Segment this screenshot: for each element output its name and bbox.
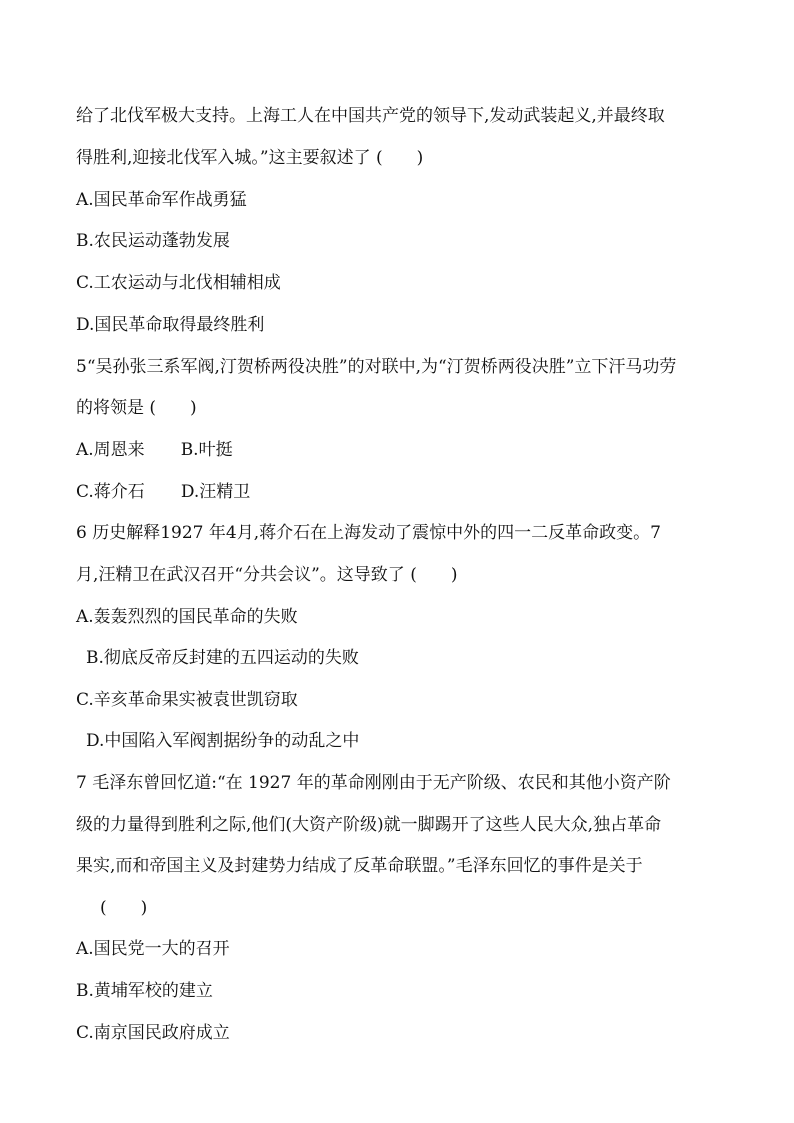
q7-stem-line-3: 果实,而和帝国主义及封建势力结成了反革命联盟。”毛泽东回忆的事件是关于 [76,856,643,876]
q6-stem-line-1: 6 历史解释1927 年4月,蒋介石在上海发动了震惊中外的四一二反革命政变。7 [76,523,661,543]
q6-option-a: A.轰轰烈烈的国民革命的失败 [76,607,298,627]
q7-answer-blank: ( ) [100,898,148,918]
q4-option-b: B.农民运动蓬勃发展 [76,231,230,251]
q7-stem-line-1: 7 毛泽东曾回忆道:“在 1927 年的革命刚刚由于无产阶级、农民和其他小资产阶 [76,773,671,793]
q5-option-c: C.蒋介石 [76,482,145,502]
q5-option-a: A.周恩来 [76,440,145,460]
q7-option-b: B.黄埔军校的建立 [76,981,213,1001]
q6-option-d: D.中国陷入军阀割据纷争的动乱之中 [86,731,360,751]
q4-stem-line-2: 得胜利,迎接北伐军入城。”这主要叙述了 ( ) [76,148,424,168]
q5-option-d: D.汪精卫 [180,482,251,502]
q4-option-a: A.国民革命军作战勇猛 [76,190,247,210]
q7-option-a: A.国民党一大的召开 [76,939,230,959]
q6-option-c: C.辛亥革命果实被袁世凯窃取 [76,690,298,710]
q5-options-row-1 [76,438,233,462]
q5-stem-line-2: 的将领是 ( ) [76,398,197,418]
q5-stem-line-1: 5“吴孙张三系军阀,汀贺桥两役决胜”的对联中,为“汀贺桥两役决胜”立下汗马功劳 [76,357,677,377]
q7-option-c: C.南京国民政府成立 [76,1023,230,1043]
q6-stem-line-2: 月,汪精卫在武汉召开“分共会议”。这导致了 ( ) [76,565,458,585]
q4-option-d: D.国民革命取得最终胜利 [76,315,265,335]
q7-stem-line-2: 级的力量得到胜利之际,他们(大资产阶级)就一脚踢开了这些人民大众,独占革命 [76,815,662,835]
q5-options-row-2 [76,480,250,504]
q4-option-c: C.工农运动与北伐相辅相成 [76,273,281,293]
q6-option-b: B.彻底反帝反封建的五四运动的失败 [86,648,359,668]
q4-stem-line-1: 给了北伐军极大支持。上海工人在中国共产党的领导下,发动武装起义,并最终取 [76,106,665,126]
q5-option-b: B.叶挺 [180,440,233,460]
